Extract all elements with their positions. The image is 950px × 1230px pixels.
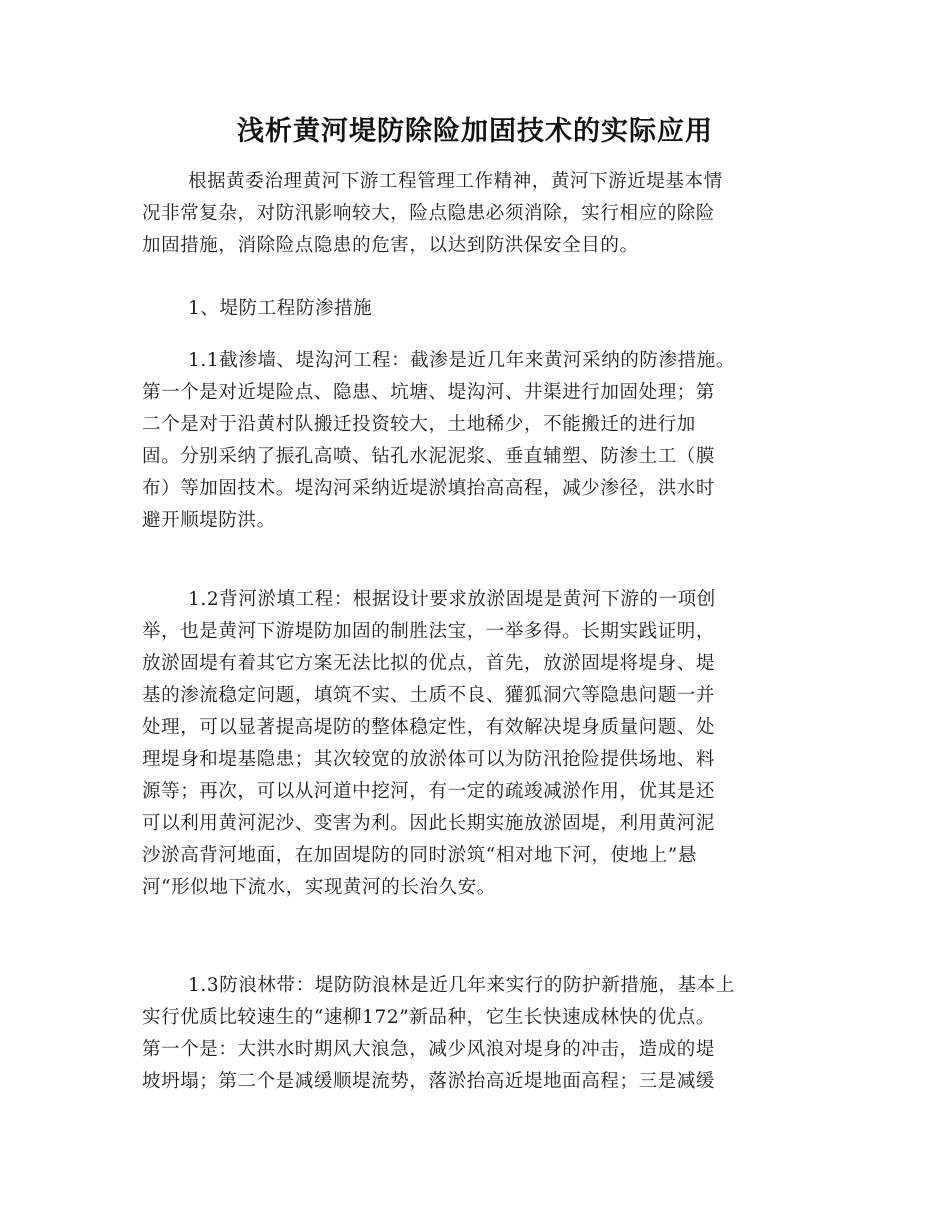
text-line: 处理，可以显著提高堤防的整体稳定性，有效解决堤身质量问题、处	[142, 717, 716, 738]
text-line: 举，也是黄河下游堤防加固的制胜法宝，一举多得。长期实践证明，	[142, 621, 716, 642]
text-line: 避开顺堤防洪。	[142, 510, 276, 531]
text-line: 基的渗流稳定问题，填筑不实、土质不良、獾狐洞穴等隐患问题一并	[142, 685, 716, 706]
text-line: 固。分别采纳了振孔高喷、钻孔水泥泥浆、垂直辅塑、防渗土工（膜	[142, 446, 716, 467]
text-line: 1、堤防工程防渗措施	[188, 298, 373, 319]
text-line: 理堤身和堤基隐患；其次较宽的放淤体可以为防汛抢险提供场地、料	[142, 749, 716, 770]
text-line: 1.1截渗墙、堤沟河工程：截渗是近几年来黄河采纳的防渗措施。	[188, 350, 735, 371]
text-line: 沙淤高背河地面，在加固堤防的同时淤筑“相对地下河，使地上”悬	[142, 845, 697, 866]
text-line: 1.2背河淤填工程：根据设计要求放淤固堤是黄河下游的一项创	[188, 589, 716, 610]
text-line: 况非常复杂，对防汛影响较大，险点隐患必须消除，实行相应的除险	[142, 203, 716, 224]
text-line: 布）等加固技术。堤沟河采纳近堤淤填抬高高程，减少渗径，洪水时	[142, 478, 716, 499]
text-line: 1.3防浪林带：堤防防浪林是近几年来实行的防护新措施，基本上	[188, 975, 735, 996]
text-line: 坡坍塌；第二个是减缓顺堤流势，落淤抬高近堤地面高程；三是减缓	[142, 1071, 716, 1092]
paragraph-intro	[142, 166, 822, 262]
text-line: 根据黄委治理黄河下游工程管理工作精神，黄河下游近堤基本情	[188, 171, 723, 192]
document-title: 浅析黄河堤防除险加固技术的实际应用	[237, 116, 713, 147]
paragraph-1-2	[142, 584, 822, 904]
text-line: 实行优质比较速生的“速柳172”新品种，它生长快速成林快的优点。	[142, 1007, 715, 1028]
text-line: 放淤固堤有着其它方案无法比拟的优点，首先，放淤固堤将堤身、堤	[142, 653, 716, 674]
text-line: 可以利用黄河泥沙、变害为利。因此长期实施放淤固堤，利用黄河泥	[142, 813, 716, 834]
text-line: 源等；再次，可以从河道中挖河，有一定的疏竣减淤作用，优其是还	[142, 781, 716, 802]
text-line: 第一个是：大洪水时期风大浪急，减少风浪对堤身的冲击，造成的堤	[142, 1039, 716, 1060]
text-line: 河“形似地下流水，实现黄河的长治久安。	[142, 877, 496, 898]
text-line: 二个是对于沿黄村队搬迁投资较大，土地稀少，不能搬迁的进行加	[142, 414, 696, 435]
paragraph-1-3	[142, 970, 822, 1098]
text-line: 加固措施，消除险点隐患的危害，以达到防洪保安全目的。	[142, 235, 639, 256]
section-heading	[142, 293, 822, 325]
paragraph-1-1	[142, 345, 822, 537]
text-line: 第一个是对近堤险点、隐患、坑塘、堤沟河、井渠进行加固处理；第	[142, 382, 716, 403]
